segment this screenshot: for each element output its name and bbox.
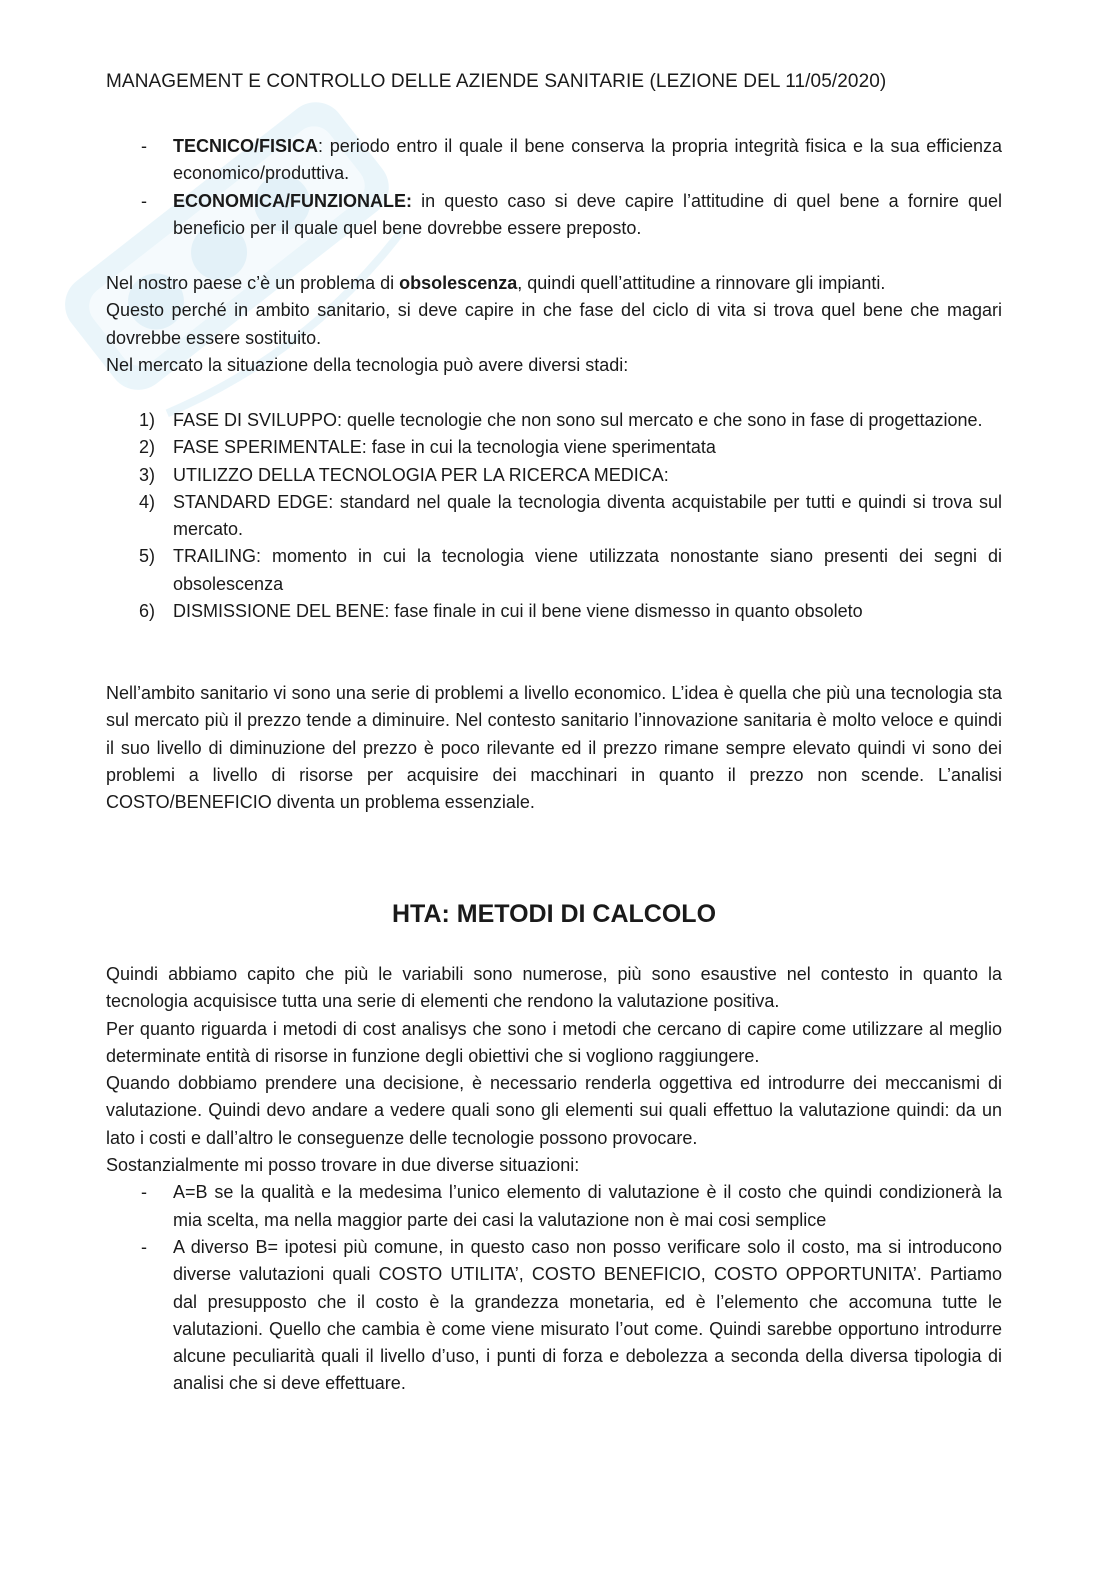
list-item <box>106 598 1002 625</box>
watermark-logo <box>20 40 440 460</box>
list-item-text: A=B se la qualità e la medesima l’unico elemento di valutazione è il costo che quindi condizionerà la mia scelta, ma nella maggior parte dei casi la valutazione non è mai cosi semplice <box>173 1182 1002 1230</box>
list-item-text: STANDARD EDGE: standard nel quale la tecnologia diventa acquistabile per tutti e quindi si trova sul mercato. <box>173 491 1002 540</box>
obsolescence-paragraph <box>106 270 1002 379</box>
list-item <box>106 462 1002 489</box>
term-bold: TECNICO/FISICA <box>173 136 319 156</box>
list-dash: - <box>141 190 147 211</box>
list-dash: - <box>141 136 147 156</box>
list-number: 6) <box>139 601 156 622</box>
term-bold: ECONOMICA/FUNZIONALE: <box>173 190 412 211</box>
list-item <box>106 188 1002 243</box>
paragraph: Quindi abbiamo capito che più le variabili sono numerose, più sono esaustive nel contesto in quanto la tecnologia acquisisce tutta una serie di elementi che rendono la valutazione positiva. <box>106 964 1002 1012</box>
section-heading: HTA: METODI DI CALCOLO <box>391 900 717 928</box>
list-number: 5) <box>139 546 156 567</box>
list-item <box>106 1234 1002 1398</box>
paragraph: Sostanzialmente mi posso trovare in due diverse situazioni: <box>106 1155 580 1176</box>
list-number: 3) <box>139 464 156 485</box>
list-item <box>106 133 1002 188</box>
text-span: Nel nostro paese c’è un problema di <box>106 273 400 293</box>
lifecycle-list <box>106 133 1002 242</box>
technology-stages-list <box>106 407 1002 625</box>
list-item-text: : periodo entro il quale il bene conserva la propria integrità fisica e la sua efficienza economico/produttiva. <box>173 136 1002 184</box>
paragraph: Quando dobbiamo prendere una decisione, è necessario renderla oggettiva ed introdurre dei meccanismi di valutazione. Quindi devo andare a vedere quali sono gli elementi sui quali effettuo la valutazione quindi: da un lato i costi e dall’altro le conseguenze delle tecnologie possono provocare. <box>106 1073 1002 1148</box>
list-item <box>106 434 1002 461</box>
list-item <box>106 407 1002 434</box>
list-item-text: in questo caso si deve capire l’attitudine di quel bene a fornire quel beneficio per il quale quel bene dovrebbe essere preposto. <box>173 190 1002 238</box>
list-item <box>106 1179 1002 1234</box>
list-dash: - <box>141 1182 147 1203</box>
list-item <box>106 489 1002 544</box>
list-item <box>106 543 1002 598</box>
list-item-text: FASE DI SVILUPPO: quelle tecnologie che non sono sul mercato e che sono in fase di progettazione. <box>173 410 983 430</box>
list-dash: - <box>141 1236 147 1257</box>
list-number: 2) <box>139 437 156 458</box>
paragraph-line: Nel mercato la situazione della tecnologia può avere diversi stadi: <box>106 354 629 375</box>
page-header: MANAGEMENT E CONTROLLO DELLE AZIENDE SANITARIE (LEZIONE DEL 11/05/2020) <box>106 71 887 92</box>
term-bold: obsolescenza <box>399 273 518 293</box>
list-number: 4) <box>139 491 156 512</box>
list-item-text: FASE SPERIMENTALE: fase in cui la tecnologia viene sperimentata <box>173 437 716 458</box>
paragraph-line: Questo perché in ambito sanitario, si deve capire in che fase del ciclo di vita si trova quel bene che magari dovrebbe essere sostituito. <box>106 300 1002 348</box>
paragraph-line <box>106 270 1002 297</box>
economic-paragraph: Nell’ambito sanitario vi sono una serie di problemi a livello economico. L’idea è quella che più una tecnologia sta sul mercato più il prezzo tende a diminuire. Nel contesto sanitario l’innovazione sanitaria è molto veloce e quindi il suo livello di diminuzione del prezzo è poco rilevante ed il prezzo rimane sempre elevato quindi vi sono dei problemi a livello di risorse per acquisire dei macchinari in quanto il prezzo non scende. L’analisi COSTO/BENEFICIO diventa un problema essenziale. <box>106 683 1002 813</box>
paragraph: Per quanto riguarda i metodi di cost analisys che sono i metodi che cercano di capire come utilizzare al meglio determinate entità di risorse in funzione degli obiettivi che si vogliono raggiungere. <box>106 1018 1002 1066</box>
list-item-text: A diverso B= ipotesi più comune, in questo caso non posso verificare solo il costo, ma si introducono diverse valutazioni quali COSTO UTILITA’, COSTO BENEFICIO, COSTO OPPORTUNITA’. Partiamo dal presupposto che il costo è la grandezza monetaria, ed è l’elemento che accomuna tutte le valutazioni. Quello che cambia è come viene misurato l’out come. Quindi sarebbe opportuno introdurre alcune peculiarità quali il livello d’uso, i punti di forza e debolezza a seconda della diversa tipologia di analisi che si deve effettuare. <box>173 1236 1002 1394</box>
section-body <box>106 961 1002 1398</box>
list-item-text: UTILIZZO DELLA TECNOLOGIA PER LA RICERCA MEDICA: <box>173 464 669 485</box>
list-item-text: TRAILING: momento in cui la tecnologia viene utilizzata nonostante siano presenti dei segni di obsolescenza <box>173 546 1002 594</box>
list-item-text: DISMISSIONE DEL BENE: fase finale in cui il bene viene dismesso in quanto obsoleto <box>173 601 863 622</box>
text-span: , quindi quell’attitudine a rinnovare gli impianti. <box>517 273 886 293</box>
cases-list <box>106 1179 1002 1397</box>
list-number: 1) <box>139 410 156 430</box>
